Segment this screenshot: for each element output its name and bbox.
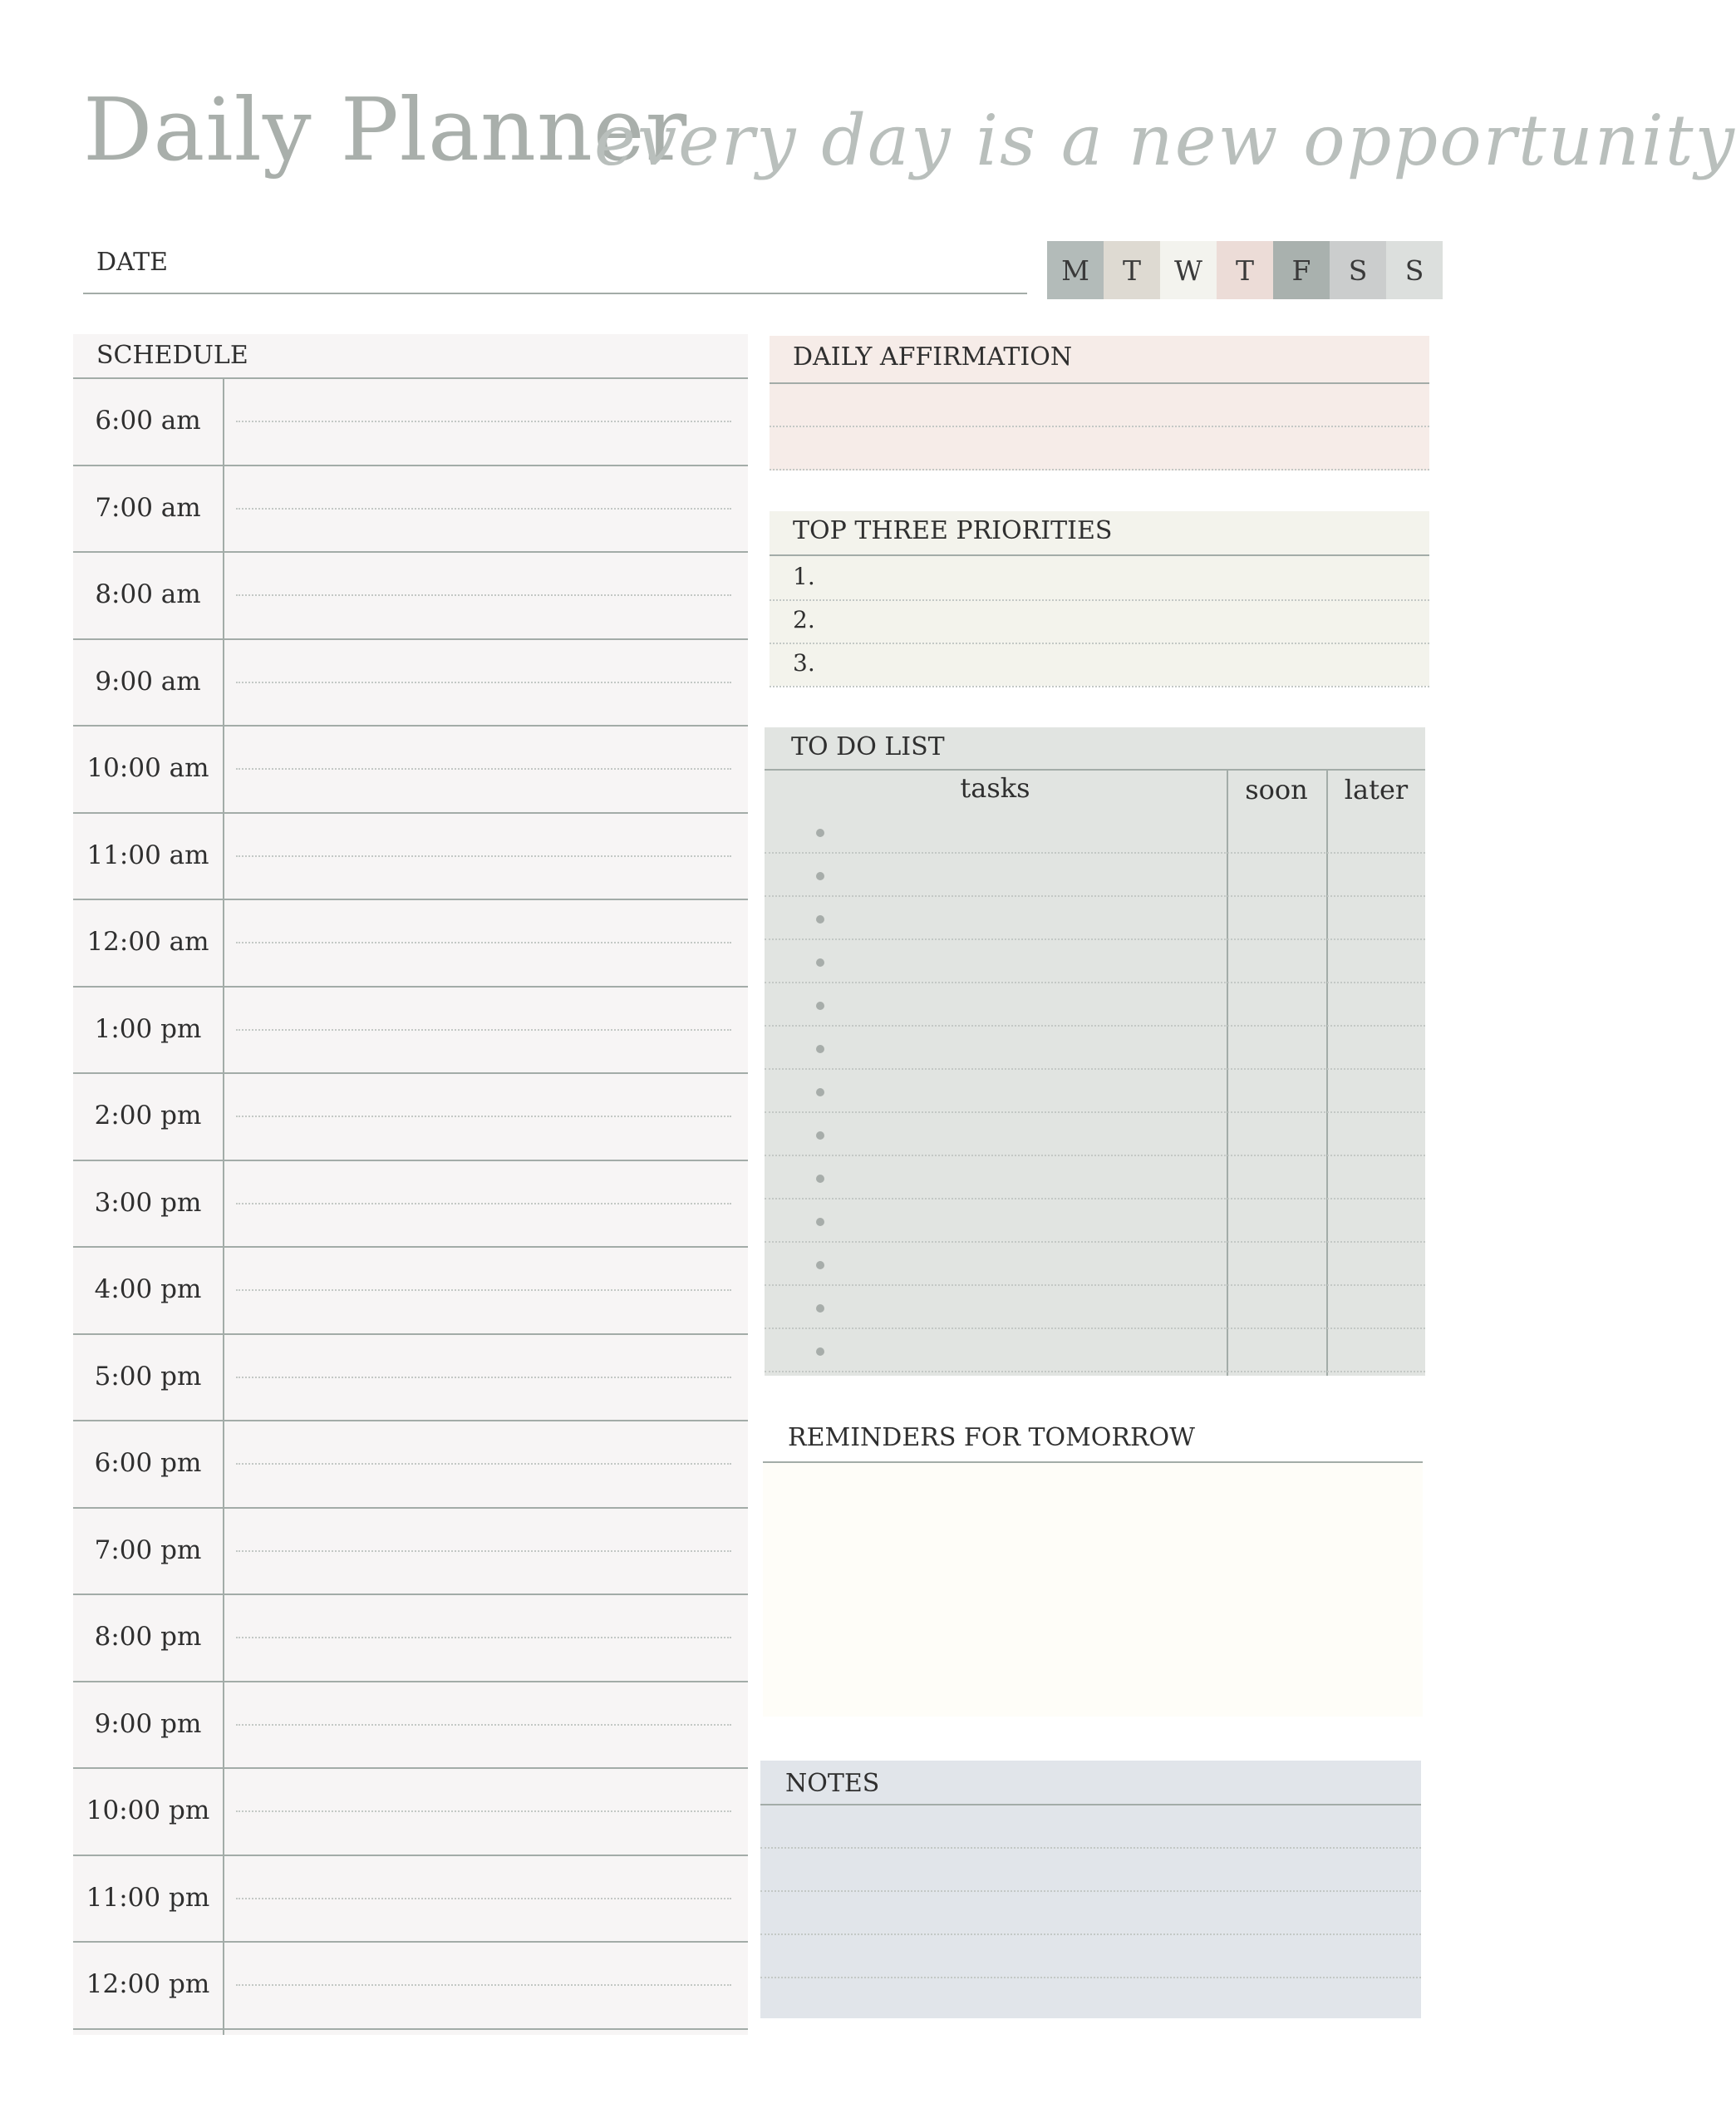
schedule-time-divider (223, 377, 224, 2035)
schedule-entry-line[interactable] (236, 1289, 731, 1291)
daily-affirmation-section (770, 336, 1429, 470)
schedule-row-rule (73, 638, 748, 640)
schedule-time: 8:00 am (95, 579, 201, 609)
schedule-time: 4:00 pm (94, 1274, 202, 1304)
weekday-0[interactable]: M (1047, 241, 1104, 299)
schedule-time: 7:00 am (95, 492, 201, 523)
schedule-time: 10:00 am (86, 753, 209, 783)
notes-line[interactable] (760, 1933, 1421, 1935)
todo-task-line[interactable] (765, 1328, 1425, 1329)
bullet-icon (816, 1002, 824, 1010)
notes-line[interactable] (760, 1890, 1421, 1892)
reminders-label: REMINDERS FOR TOMORROW (788, 1423, 1195, 1452)
schedule-header-rule (73, 377, 748, 379)
priority-number: 3. (793, 649, 815, 677)
schedule-entry-line[interactable] (236, 594, 731, 596)
bullet-icon (816, 1045, 824, 1053)
schedule-entry-line[interactable] (236, 1377, 731, 1378)
top-priorities-section (770, 511, 1429, 686)
schedule-time: 9:00 pm (94, 1708, 202, 1739)
schedule-time: 7:00 pm (94, 1534, 202, 1565)
schedule-time: 8:00 pm (94, 1622, 202, 1652)
schedule-entry-line[interactable] (236, 1637, 731, 1638)
top-priorities-label: TOP THREE PRIORITIES (793, 516, 1113, 545)
notes-label: NOTES (785, 1769, 880, 1798)
schedule-time: 3:00 pm (94, 1187, 202, 1218)
schedule-time: 12:00 am (86, 927, 209, 957)
bullet-icon (816, 1088, 824, 1096)
schedule-row-rule (73, 812, 748, 814)
schedule-entry-line[interactable] (236, 855, 731, 857)
bullet-icon (816, 829, 824, 837)
schedule-row-rule (73, 725, 748, 727)
schedule-time: 10:00 pm (86, 1796, 210, 1825)
schedule-time: 12:00 pm (86, 1969, 210, 1999)
todo-task-line[interactable] (765, 1371, 1425, 1372)
schedule-time: 2:00 pm (94, 1101, 202, 1130)
schedule-row-rule (73, 551, 748, 553)
schedule-time: 9:00 am (95, 666, 201, 697)
schedule-time: 1:00 pm (94, 1013, 202, 1044)
notes-section (760, 1761, 1421, 2018)
page-title: Daily Planner (83, 79, 688, 180)
priority-line[interactable] (770, 599, 1429, 601)
schedule-entry-line[interactable] (236, 1984, 731, 1986)
date-field[interactable] (83, 293, 1027, 294)
notes-line[interactable] (760, 1847, 1421, 1849)
schedule-entry-line[interactable] (236, 508, 731, 510)
bullet-icon (816, 1175, 824, 1183)
reminders-area[interactable] (763, 1463, 1423, 1717)
todo-task-line[interactable] (765, 982, 1425, 983)
page-tagline: every day is a new opportunity (594, 100, 1736, 181)
schedule-row-rule (73, 1420, 748, 1421)
priority-number: 1. (793, 563, 815, 590)
schedule-entry-line[interactable] (236, 1029, 731, 1031)
schedule-entry-line[interactable] (236, 421, 731, 422)
schedule-row-rule (73, 1246, 748, 1248)
schedule-row-rule (73, 1767, 748, 1769)
date-label: DATE (96, 248, 168, 277)
weekday-1[interactable]: T (1104, 241, 1160, 299)
schedule-entry-line[interactable] (236, 768, 731, 770)
schedule-row-rule (73, 465, 748, 466)
todo-task-line[interactable] (765, 1025, 1425, 1027)
schedule-time: 5:00 pm (94, 1361, 202, 1392)
todo-task-line[interactable] (765, 1111, 1425, 1113)
schedule-section (73, 334, 748, 2035)
schedule-entry-line[interactable] (236, 1810, 731, 1812)
schedule-label: SCHEDULE (96, 341, 248, 370)
bullet-icon (816, 1347, 824, 1356)
schedule-row-rule (73, 1681, 748, 1682)
bullet-icon (816, 1261, 824, 1269)
bullet-icon (816, 1218, 824, 1226)
todo-task-line[interactable] (765, 1068, 1425, 1070)
schedule-entry-line[interactable] (236, 682, 731, 683)
schedule-row-rule (73, 1072, 748, 1074)
schedule-row-rule (73, 1160, 748, 1161)
weekday-3[interactable]: T (1217, 241, 1273, 299)
schedule-entry-line[interactable] (236, 1550, 731, 1552)
todo-task-line[interactable] (765, 1284, 1425, 1286)
bullet-icon (816, 958, 824, 967)
schedule-row-rule (73, 986, 748, 988)
schedule-row-rule (73, 1507, 748, 1509)
schedule-row-rule (73, 1594, 748, 1595)
bullet-icon (816, 872, 824, 880)
reminders-header (763, 1413, 1423, 1463)
schedule-entry-line[interactable] (236, 942, 731, 943)
todo-task-line[interactable] (765, 1241, 1425, 1243)
daily-affirmation-label: DAILY AFFIRMATION (793, 342, 1073, 372)
affirmation-header-rule (770, 382, 1429, 384)
schedule-row-rule (73, 1333, 748, 1335)
notes-header-rule (760, 1804, 1421, 1805)
bullet-icon (816, 1304, 824, 1313)
todo-section (765, 727, 1425, 1376)
todo-label: TO DO LIST (791, 732, 945, 761)
schedule-entry-line[interactable] (236, 1203, 731, 1204)
weekday-4[interactable]: F (1273, 241, 1330, 299)
schedule-time: 6:00 pm (94, 1448, 202, 1478)
notes-line[interactable] (760, 1977, 1421, 1978)
schedule-time: 11:00 am (86, 840, 209, 870)
schedule-entry-line[interactable] (236, 1116, 731, 1117)
weekday-2[interactable]: W (1160, 241, 1217, 299)
priority-number: 2. (793, 606, 815, 633)
bullet-icon (816, 915, 824, 924)
schedule-row-rule (73, 1855, 748, 1856)
bullet-icon (816, 1131, 824, 1140)
todo-task-line[interactable] (765, 852, 1425, 854)
priority-line[interactable] (770, 686, 1429, 687)
schedule-entry-line[interactable] (236, 1463, 731, 1465)
schedule-time: 11:00 pm (86, 1882, 210, 1913)
weekday-5[interactable]: S (1330, 241, 1386, 299)
todo-task-line[interactable] (765, 895, 1425, 897)
affirmation-line[interactable] (770, 469, 1429, 470)
todo-column-later: later (1344, 774, 1409, 805)
weekday-6[interactable]: S (1386, 241, 1443, 299)
weekday-selector (1047, 241, 1443, 299)
schedule-row-rule (73, 899, 748, 900)
todo-task-line[interactable] (765, 938, 1425, 940)
affirmation-line[interactable] (770, 426, 1429, 427)
todo-column-soon: soon (1245, 774, 1308, 805)
todo-column-tasks: tasks (960, 772, 1030, 804)
schedule-row-rule (73, 2028, 748, 2030)
todo-task-line[interactable] (765, 1198, 1425, 1199)
schedule-entry-line[interactable] (236, 1898, 731, 1899)
priority-line[interactable] (770, 643, 1429, 644)
todo-task-line[interactable] (765, 1155, 1425, 1156)
schedule-entry-line[interactable] (236, 1724, 731, 1726)
schedule-row-rule (73, 1941, 748, 1943)
schedule-time: 6:00 am (95, 406, 201, 436)
priorities-header-rule (770, 554, 1429, 556)
